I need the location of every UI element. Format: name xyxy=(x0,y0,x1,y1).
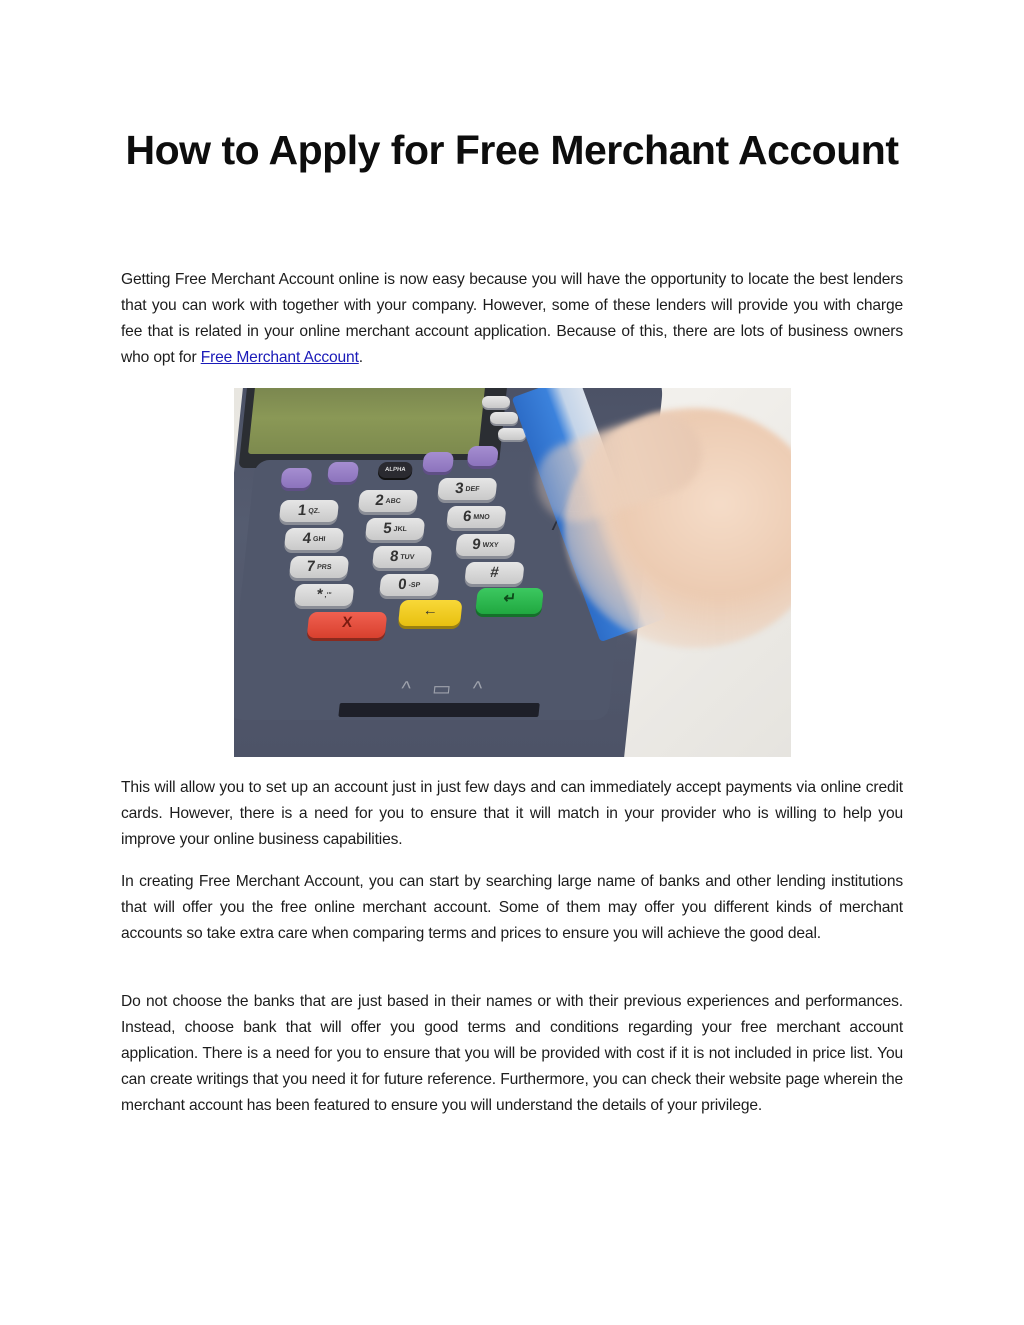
enter-key: ↵ xyxy=(475,588,544,614)
function-key-1 xyxy=(280,468,312,488)
key-star: *,'" xyxy=(294,584,354,606)
paragraph-4: Do not choose the banks that are just based in their names or with their previous experiences and performances. Instead, choose bank that will offer you good terms and conditions regarding your free merchant account application. There is a need for you to ensure that you will be provided with cost if it is not included in price list. You can create writings that you need it for future reference. Furthermore, you can check their website page wherein the merchant account has been featured to ensure you will understand the details of your privilege. xyxy=(121,993,903,1114)
key-3: 3DEF xyxy=(437,478,497,500)
side-key-1 xyxy=(482,396,510,408)
key-7: 7PRS xyxy=(289,556,349,578)
key-2: 2ABC xyxy=(358,490,418,512)
alpha-key: ALPHA xyxy=(377,462,413,478)
key-6: 6MNO xyxy=(446,506,506,528)
receipt-printer-slot xyxy=(338,703,539,717)
paragraph-intro-end: . xyxy=(358,349,363,366)
card-terminal-photo xyxy=(234,388,791,757)
key-hash: # xyxy=(464,562,524,584)
function-key-2 xyxy=(327,462,359,482)
key-1: 1QZ. xyxy=(279,500,339,522)
function-key-4 xyxy=(467,446,499,466)
free-merchant-account-link[interactable]: Free Merchant Account xyxy=(200,349,359,366)
side-key-3 xyxy=(498,428,526,440)
key-5: 5JKL xyxy=(365,518,425,540)
cancel-key: X xyxy=(307,612,388,638)
function-key-3 xyxy=(422,452,454,472)
key-4: 4GHI xyxy=(284,528,344,550)
printer-arrows-icon: ^ ▭ ^ xyxy=(400,678,492,700)
page-title: How to Apply for Free Merchant Account xyxy=(125,127,899,173)
terminal-lcd-screen xyxy=(248,388,487,454)
key-0: 0-SP xyxy=(379,574,439,596)
side-key-2 xyxy=(490,412,518,424)
backspace-key: ← xyxy=(398,600,463,626)
paragraph-3: In creating Free Merchant Account, you can start by searching large name of banks and other lending institutions that will offer you the free online merchant account. Some of them may offer you different kinds of merchant accounts so take extra care when comparing terms and prices to ensure you will achieve the good deal. xyxy=(121,873,903,942)
key-8: 8TUV xyxy=(372,546,432,568)
paragraph-intro xyxy=(121,267,903,371)
key-9: 9WXY xyxy=(455,534,515,556)
paragraph-2: This will allow you to set up an account just in just few days and can immediately accept payments via online credit cards. However, there is a need for you to ensure that it will match in your provider who is willing to help you improve your online business capabilities. xyxy=(121,779,903,848)
paragraph-intro-text: Getting Free Merchant Account online is now easy because you will have the opportunity to locate the best lenders that you can work with together with your company. However, some of these lenders will provide you with charge fee that is related in your online merchant account application. Because of this, there are lots of business owners who opt for xyxy=(121,271,903,366)
